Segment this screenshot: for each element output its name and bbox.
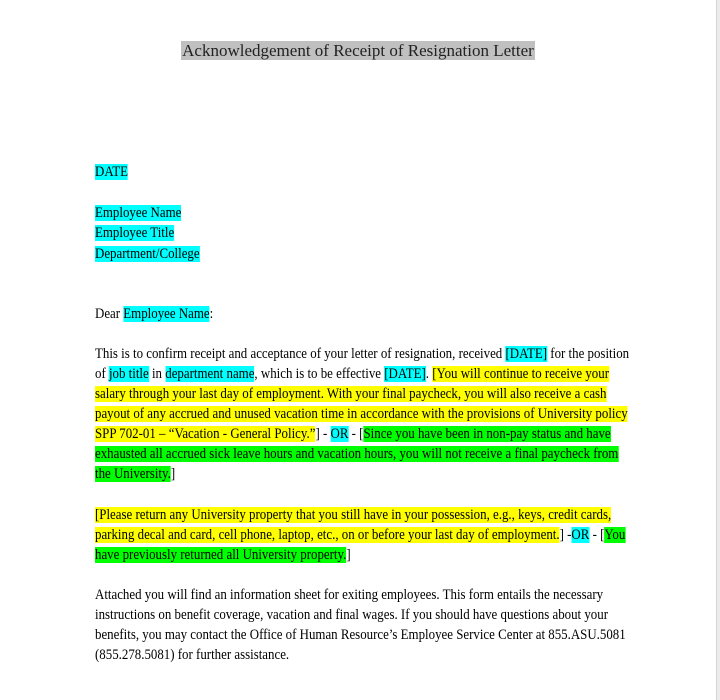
salutation-name-placeholder: Employee Name [123, 306, 210, 322]
p2-line-2: parking decal and card, cell phone, laptop, etc., on or before your last day of employment.] -OR - [You [95, 527, 626, 543]
p2-line-3: have previously returned all University property.] [95, 547, 351, 563]
address-department: Department/College [95, 246, 200, 262]
salutation: Dear Employee Name: [95, 306, 214, 322]
date-line [95, 162, 128, 182]
p2-line-1: [Please return any University property that you still have in your possession, e.g., keys, credit cards, [95, 507, 612, 523]
address-employee-name: Employee Name [95, 205, 182, 221]
p1-line-7: the University.] [95, 466, 176, 482]
p1-line-1: This is to confirm receipt and acceptance of your letter of resignation, received [DATE] for the position [95, 346, 630, 362]
address-employee-title: Employee Title [95, 225, 175, 241]
department-name-placeholder: department name [165, 366, 255, 382]
or-option-marker: OR [330, 426, 349, 442]
received-date-placeholder: [DATE] [505, 346, 548, 362]
document-title: Acknowledgement of Receipt of Resignation Letter [182, 41, 534, 60]
p3-line-1: Attached you will find an information sheet for exiting employees. This form entails the necessary [95, 587, 604, 603]
or-option-marker: OR [571, 527, 590, 543]
p3-line-3: benefits, you may contact the Office of Human Resource’s Employee Service Center at 855.ASU.5081 [95, 627, 626, 643]
p1-line-3: salary through your last day of employment. With your final paycheck, you will also receive a cash [95, 386, 607, 402]
p3-line-4: (855.278.5081) for further assistance. [95, 647, 290, 663]
effective-date-placeholder: [DATE] [384, 366, 426, 382]
date-placeholder: DATE [95, 164, 128, 180]
p1-line-4: payout of any accrued and unused vacation time in accordance with the provisions of University policy [95, 406, 628, 422]
p1-line-2: of job title in department name, which is to be effective [DATE]. [You will continue to receive your [95, 366, 610, 382]
p1-line-5: SPP 702-01 – “Vacation - General Policy.”] - OR - [Since you have been in non-pay status and have [95, 426, 611, 442]
job-title-placeholder: job title [108, 366, 149, 382]
p1-line-6: exhausted all accrued sick leave hours and vacation hours, you will not receive a final paycheck from [95, 446, 619, 462]
p3-line-2: instructions on benefit coverage, vacation and final wages. If you should have questions about your [95, 607, 609, 623]
